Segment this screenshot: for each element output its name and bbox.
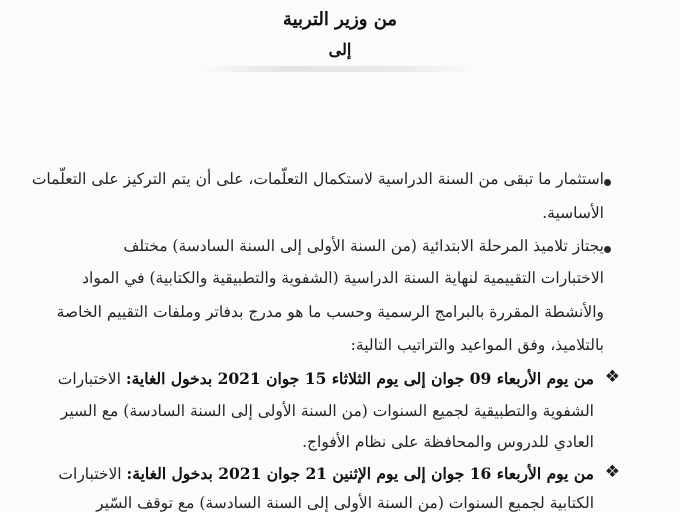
point-2-line-3: والأنشطة المقررة بالبرامج الرسمية وحسب ما هو مدرج بدفاتر وملفات التقييم الخاصة: [56, 303, 604, 321]
schedule-2-line-1: [58, 464, 594, 483]
point-2-line-4: بالتلاميذ، وفق المواعيد والتراتيب التالية:: [350, 336, 604, 354]
schedule-1-dates: من يوم الأربعاء 09 جوان إلى يوم الثلاثاء 15 جوان 2021 بدخول الغاية:: [125, 369, 594, 388]
schedule-1-line-1: [58, 369, 594, 388]
diamond-bullet-icon: ❖: [604, 462, 620, 482]
letter-recipient: إلى: [328, 40, 352, 59]
schedule-2-line-2: الكتابية لجميع السنوات (من السنة الأولى إلى السنة السادسة) مع توقف السّير: [96, 494, 594, 512]
letter-sender: من وزير التربية: [282, 9, 398, 30]
schedule-2-dates: من يوم الأربعاء 16 جوان إلى يوم الإثنين 21 جوان 2021 بدخول الغاية:: [126, 464, 594, 483]
schedule-1-line-3: العادي للدروس والمحافظة على نظام الأفواج.: [302, 433, 594, 451]
diamond-bullet-icon: ❖: [604, 367, 620, 387]
point-1-line-1: استثمار ما تبقى من السنة الدراسية لاستكمال التعلّمات، على أن يتم التركيز على التعلّمات: [31, 170, 604, 188]
point-1-line-2: الأساسية.: [542, 204, 604, 222]
faded-recipient-line: [200, 66, 480, 72]
point-2-line-2: الاختبارات التقييمية لنهاية السنة الدراسية (الشفوية والتطبيقية والكتابية) في المواد: [82, 269, 604, 287]
bullet-2: [604, 246, 611, 253]
schedule-1-line-2: الشفوية والتطبيقية لجميع السنوات (من السنة الأولى إلى السنة السادسة) مع السير: [60, 402, 594, 420]
point-2-line-1: يجتاز تلاميذ المرحلة الابتدائية (من السنة الأولى إلى السنة السادسة) مختلف: [123, 237, 604, 255]
bullet-1: [604, 179, 611, 186]
schedule-1-tail: الاختبارات: [57, 370, 126, 388]
schedule-2-tail: الاختبارات: [58, 465, 127, 483]
